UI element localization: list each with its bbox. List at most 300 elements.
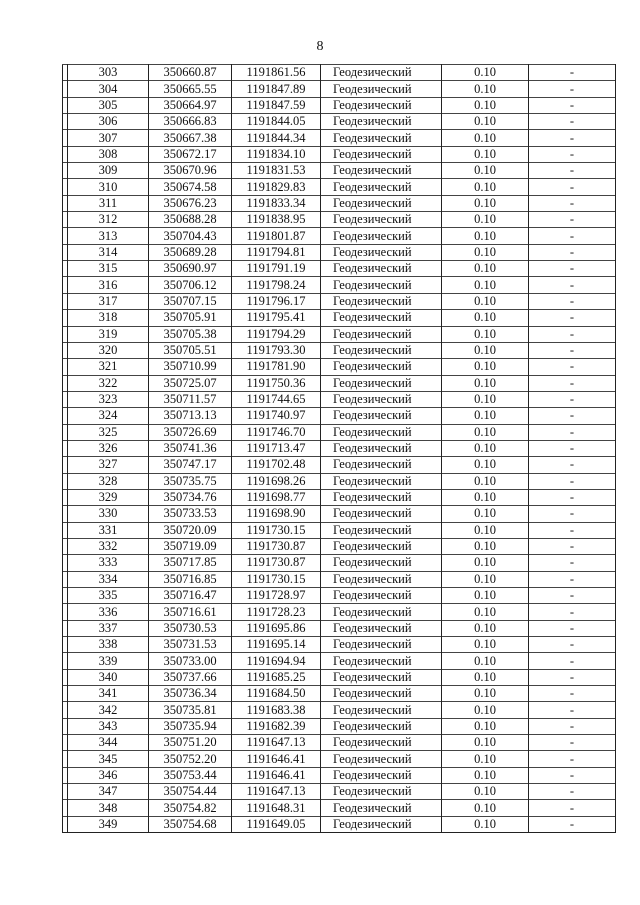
point-number-cell: 329 [68,489,149,505]
x-coordinate-cell: 350672.17 [149,146,232,162]
y-coordinate-cell: 1191728.97 [232,588,321,604]
page-number: 8 [316,39,324,54]
x-coordinate-cell: 350716.47 [149,588,232,604]
note-cell: - [529,228,616,244]
method-cell: Геодезический [321,81,442,97]
point-number-cell: 343 [68,718,149,734]
accuracy-cell: 0.10 [442,538,529,554]
accuracy-cell: 0.10 [442,212,529,228]
method-cell: Геодезический [321,571,442,587]
note-cell: - [529,538,616,554]
y-coordinate-cell: 1191648.31 [232,800,321,816]
accuracy-cell: 0.10 [442,244,529,260]
accuracy-cell: 0.10 [442,97,529,113]
x-coordinate-cell: 350726.69 [149,424,232,440]
note-cell: - [529,571,616,587]
method-cell: Геодезический [321,669,442,685]
method-cell: Геодезический [321,97,442,113]
x-coordinate-cell: 350705.51 [149,342,232,358]
y-coordinate-cell: 1191844.05 [232,114,321,130]
method-cell: Геодезический [321,440,442,456]
note-cell: - [529,686,616,702]
y-coordinate-cell: 1191793.30 [232,342,321,358]
point-number-cell: 334 [68,571,149,587]
point-number-cell: 349 [68,816,149,832]
method-cell: Геодезический [321,391,442,407]
point-number-cell: 319 [68,326,149,342]
point-number-cell: 311 [68,195,149,211]
point-number-cell: 344 [68,735,149,751]
point-number-cell: 312 [68,212,149,228]
point-number-cell: 348 [68,800,149,816]
point-number-cell: 338 [68,637,149,653]
note-cell: - [529,391,616,407]
y-coordinate-cell: 1191791.19 [232,261,321,277]
table-row [63,261,616,277]
x-coordinate-cell: 350705.91 [149,310,232,326]
note-cell: - [529,179,616,195]
method-cell: Геодезический [321,228,442,244]
y-coordinate-cell: 1191649.05 [232,816,321,832]
y-coordinate-cell: 1191829.83 [232,179,321,195]
x-coordinate-cell: 350666.83 [149,114,232,130]
x-coordinate-cell: 350735.75 [149,473,232,489]
note-cell: - [529,408,616,424]
x-coordinate-cell: 350664.97 [149,97,232,113]
y-coordinate-cell: 1191847.59 [232,97,321,113]
y-coordinate-cell: 1191795.41 [232,310,321,326]
y-coordinate-cell: 1191801.87 [232,228,321,244]
x-coordinate-cell: 350720.09 [149,522,232,538]
point-number-cell: 347 [68,784,149,800]
y-coordinate-cell: 1191831.53 [232,163,321,179]
note-cell: - [529,784,616,800]
point-number-cell: 304 [68,81,149,97]
accuracy-cell: 0.10 [442,65,529,81]
x-coordinate-cell: 350735.81 [149,702,232,718]
method-cell: Геодезический [321,538,442,554]
y-coordinate-cell: 1191740.97 [232,408,321,424]
table-row [63,571,616,587]
note-cell: - [529,669,616,685]
x-coordinate-cell: 350713.13 [149,408,232,424]
point-number-cell: 308 [68,146,149,162]
point-number-cell: 307 [68,130,149,146]
point-number-cell: 324 [68,408,149,424]
table-row [63,179,616,195]
point-number-cell: 322 [68,375,149,391]
point-number-cell: 321 [68,359,149,375]
note-cell: - [529,65,616,81]
point-number-cell: 313 [68,228,149,244]
note-cell: - [529,555,616,571]
table-row [63,735,616,751]
note-cell: - [529,326,616,342]
note-cell: - [529,489,616,505]
accuracy-cell: 0.10 [442,146,529,162]
y-coordinate-cell: 1191698.77 [232,489,321,505]
point-number-cell: 330 [68,506,149,522]
note-cell: - [529,718,616,734]
accuracy-cell: 0.10 [442,440,529,456]
point-number-cell: 316 [68,277,149,293]
method-cell: Геодезический [321,457,442,473]
note-cell: - [529,522,616,538]
note-cell: - [529,114,616,130]
y-coordinate-cell: 1191781.90 [232,359,321,375]
y-coordinate-cell: 1191728.23 [232,604,321,620]
table-row [63,555,616,571]
accuracy-cell: 0.10 [442,473,529,489]
table-row [63,424,616,440]
accuracy-cell: 0.10 [442,293,529,309]
x-coordinate-cell: 350676.23 [149,195,232,211]
x-coordinate-cell: 350706.12 [149,277,232,293]
y-coordinate-cell: 1191685.25 [232,669,321,685]
note-cell: - [529,735,616,751]
y-coordinate-cell: 1191844.34 [232,130,321,146]
table-row [63,359,616,375]
table-row [63,342,616,358]
accuracy-cell: 0.10 [442,489,529,505]
table-row [63,277,616,293]
point-number-cell: 310 [68,179,149,195]
accuracy-cell: 0.10 [442,261,529,277]
x-coordinate-cell: 350754.68 [149,816,232,832]
x-coordinate-cell: 350734.76 [149,489,232,505]
accuracy-cell: 0.10 [442,637,529,653]
y-coordinate-cell: 1191730.87 [232,555,321,571]
accuracy-cell: 0.10 [442,310,529,326]
y-coordinate-cell: 1191646.41 [232,751,321,767]
accuracy-cell: 0.10 [442,130,529,146]
method-cell: Геодезический [321,653,442,669]
x-coordinate-cell: 350667.38 [149,130,232,146]
table-row [63,228,616,244]
method-cell: Геодезический [321,686,442,702]
point-number-cell: 327 [68,457,149,473]
point-number-cell: 325 [68,424,149,440]
x-coordinate-cell: 350731.53 [149,637,232,653]
x-coordinate-cell: 350674.58 [149,179,232,195]
method-cell: Геодезический [321,65,442,81]
table-row [63,408,616,424]
point-number-cell: 335 [68,588,149,604]
method-cell: Геодезический [321,588,442,604]
method-cell: Геодезический [321,359,442,375]
y-coordinate-cell: 1191796.17 [232,293,321,309]
table-row [63,669,616,685]
method-cell: Геодезический [321,408,442,424]
point-number-cell: 336 [68,604,149,620]
y-coordinate-cell: 1191838.95 [232,212,321,228]
point-number-cell: 333 [68,555,149,571]
accuracy-cell: 0.10 [442,163,529,179]
accuracy-cell: 0.10 [442,735,529,751]
note-cell: - [529,457,616,473]
method-cell: Геодезический [321,114,442,130]
note-cell: - [529,440,616,456]
x-coordinate-cell: 350707.15 [149,293,232,309]
accuracy-cell: 0.10 [442,669,529,685]
point-number-cell: 339 [68,653,149,669]
note-cell: - [529,473,616,489]
x-coordinate-cell: 350704.43 [149,228,232,244]
accuracy-cell: 0.10 [442,751,529,767]
y-coordinate-cell: 1191750.36 [232,375,321,391]
table-row [63,146,616,162]
table-row [63,816,616,832]
method-cell: Геодезический [321,424,442,440]
y-coordinate-cell: 1191730.15 [232,571,321,587]
note-cell: - [529,261,616,277]
method-cell: Геодезический [321,767,442,783]
x-coordinate-cell: 350751.20 [149,735,232,751]
table-row [63,637,616,653]
y-coordinate-cell: 1191647.13 [232,735,321,751]
table-row [63,718,616,734]
table-row [63,538,616,554]
note-cell: - [529,702,616,718]
accuracy-cell: 0.10 [442,604,529,620]
table-row [63,702,616,718]
note-cell: - [529,751,616,767]
accuracy-cell: 0.10 [442,784,529,800]
y-coordinate-cell: 1191695.86 [232,620,321,636]
method-cell: Геодезический [321,702,442,718]
x-coordinate-cell: 350737.66 [149,669,232,685]
table-row [63,391,616,407]
y-coordinate-cell: 1191798.24 [232,277,321,293]
x-coordinate-cell: 350665.55 [149,81,232,97]
note-cell: - [529,212,616,228]
accuracy-cell: 0.10 [442,195,529,211]
table-row [63,114,616,130]
table-row [63,751,616,767]
x-coordinate-cell: 350690.97 [149,261,232,277]
note-cell: - [529,506,616,522]
y-coordinate-cell: 1191794.81 [232,244,321,260]
table-row [63,326,616,342]
y-coordinate-cell: 1191698.90 [232,506,321,522]
accuracy-cell: 0.10 [442,816,529,832]
point-number-cell: 306 [68,114,149,130]
method-cell: Геодезический [321,195,442,211]
x-coordinate-cell: 350752.20 [149,751,232,767]
note-cell: - [529,277,616,293]
x-coordinate-cell: 350753.44 [149,767,232,783]
accuracy-cell: 0.10 [442,506,529,522]
x-coordinate-cell: 350733.53 [149,506,232,522]
note-cell: - [529,653,616,669]
table-row [63,489,616,505]
point-number-cell: 315 [68,261,149,277]
method-cell: Геодезический [321,130,442,146]
table-row [63,686,616,702]
accuracy-cell: 0.10 [442,359,529,375]
y-coordinate-cell: 1191695.14 [232,637,321,653]
note-cell: - [529,588,616,604]
table-row [63,604,616,620]
method-cell: Геодезический [321,555,442,571]
point-number-cell: 317 [68,293,149,309]
note-cell: - [529,620,616,636]
x-coordinate-cell: 350754.82 [149,800,232,816]
point-number-cell: 309 [68,163,149,179]
method-cell: Геодезический [321,718,442,734]
method-cell: Геодезический [321,800,442,816]
point-number-cell: 345 [68,751,149,767]
method-cell: Геодезический [321,522,442,538]
method-cell: Геодезический [321,489,442,505]
note-cell: - [529,767,616,783]
y-coordinate-cell: 1191861.56 [232,65,321,81]
y-coordinate-cell: 1191694.94 [232,653,321,669]
x-coordinate-cell: 350741.36 [149,440,232,456]
x-coordinate-cell: 350688.28 [149,212,232,228]
table-row [63,293,616,309]
point-number-cell: 328 [68,473,149,489]
accuracy-cell: 0.10 [442,767,529,783]
table-row [63,65,616,81]
method-cell: Геодезический [321,212,442,228]
method-cell: Геодезический [321,163,442,179]
table-row [63,375,616,391]
x-coordinate-cell: 350730.53 [149,620,232,636]
method-cell: Геодезический [321,751,442,767]
table-row [63,767,616,783]
table-row [63,522,616,538]
y-coordinate-cell: 1191702.48 [232,457,321,473]
x-coordinate-cell: 350716.85 [149,571,232,587]
accuracy-cell: 0.10 [442,522,529,538]
accuracy-cell: 0.10 [442,326,529,342]
method-cell: Геодезический [321,506,442,522]
method-cell: Геодезический [321,816,442,832]
note-cell: - [529,130,616,146]
x-coordinate-cell: 350711.57 [149,391,232,407]
y-coordinate-cell: 1191744.65 [232,391,321,407]
method-cell: Геодезический [321,473,442,489]
point-number-cell: 331 [68,522,149,538]
accuracy-cell: 0.10 [442,555,529,571]
table-row [63,506,616,522]
method-cell: Геодезический [321,293,442,309]
accuracy-cell: 0.10 [442,375,529,391]
point-number-cell: 303 [68,65,149,81]
method-cell: Геодезический [321,277,442,293]
coordinates-table [62,64,616,833]
x-coordinate-cell: 350716.61 [149,604,232,620]
accuracy-cell: 0.10 [442,114,529,130]
point-number-cell: 341 [68,686,149,702]
method-cell: Геодезический [321,620,442,636]
point-number-cell: 337 [68,620,149,636]
accuracy-cell: 0.10 [442,620,529,636]
y-coordinate-cell: 1191746.70 [232,424,321,440]
note-cell: - [529,637,616,653]
y-coordinate-cell: 1191682.39 [232,718,321,734]
table-row [63,588,616,604]
accuracy-cell: 0.10 [442,718,529,734]
method-cell: Геодезический [321,326,442,342]
y-coordinate-cell: 1191647.13 [232,784,321,800]
x-coordinate-cell: 350689.28 [149,244,232,260]
accuracy-cell: 0.10 [442,342,529,358]
y-coordinate-cell: 1191794.29 [232,326,321,342]
point-number-cell: 332 [68,538,149,554]
note-cell: - [529,244,616,260]
note-cell: - [529,81,616,97]
note-cell: - [529,604,616,620]
method-cell: Геодезический [321,261,442,277]
point-number-cell: 318 [68,310,149,326]
method-cell: Геодезический [321,310,442,326]
note-cell: - [529,146,616,162]
method-cell: Геодезический [321,637,442,653]
note-cell: - [529,163,616,179]
method-cell: Геодезический [321,342,442,358]
point-number-cell: 320 [68,342,149,358]
table-row [63,97,616,113]
table-row [63,784,616,800]
point-number-cell: 305 [68,97,149,113]
note-cell: - [529,800,616,816]
point-number-cell: 326 [68,440,149,456]
x-coordinate-cell: 350735.94 [149,718,232,734]
y-coordinate-cell: 1191833.34 [232,195,321,211]
accuracy-cell: 0.10 [442,457,529,473]
y-coordinate-cell: 1191684.50 [232,686,321,702]
x-coordinate-cell: 350670.96 [149,163,232,179]
y-coordinate-cell: 1191730.87 [232,538,321,554]
method-cell: Геодезический [321,604,442,620]
table-row [63,620,616,636]
method-cell: Геодезический [321,784,442,800]
method-cell: Геодезический [321,735,442,751]
accuracy-cell: 0.10 [442,424,529,440]
accuracy-cell: 0.10 [442,571,529,587]
note-cell: - [529,97,616,113]
coordinates-table-body [63,65,616,833]
accuracy-cell: 0.10 [442,653,529,669]
accuracy-cell: 0.10 [442,179,529,195]
accuracy-cell: 0.10 [442,391,529,407]
point-number-cell: 346 [68,767,149,783]
note-cell: - [529,310,616,326]
accuracy-cell: 0.10 [442,408,529,424]
table-row [63,130,616,146]
x-coordinate-cell: 350717.85 [149,555,232,571]
table-row [63,212,616,228]
table-row [63,310,616,326]
x-coordinate-cell: 350660.87 [149,65,232,81]
point-number-cell: 340 [68,669,149,685]
x-coordinate-cell: 350733.00 [149,653,232,669]
table-row [63,653,616,669]
point-number-cell: 323 [68,391,149,407]
method-cell: Геодезический [321,375,442,391]
table-row [63,440,616,456]
accuracy-cell: 0.10 [442,702,529,718]
x-coordinate-cell: 350710.99 [149,359,232,375]
accuracy-cell: 0.10 [442,588,529,604]
note-cell: - [529,342,616,358]
table-row [63,244,616,260]
y-coordinate-cell: 1191834.10 [232,146,321,162]
x-coordinate-cell: 350725.07 [149,375,232,391]
accuracy-cell: 0.10 [442,81,529,97]
